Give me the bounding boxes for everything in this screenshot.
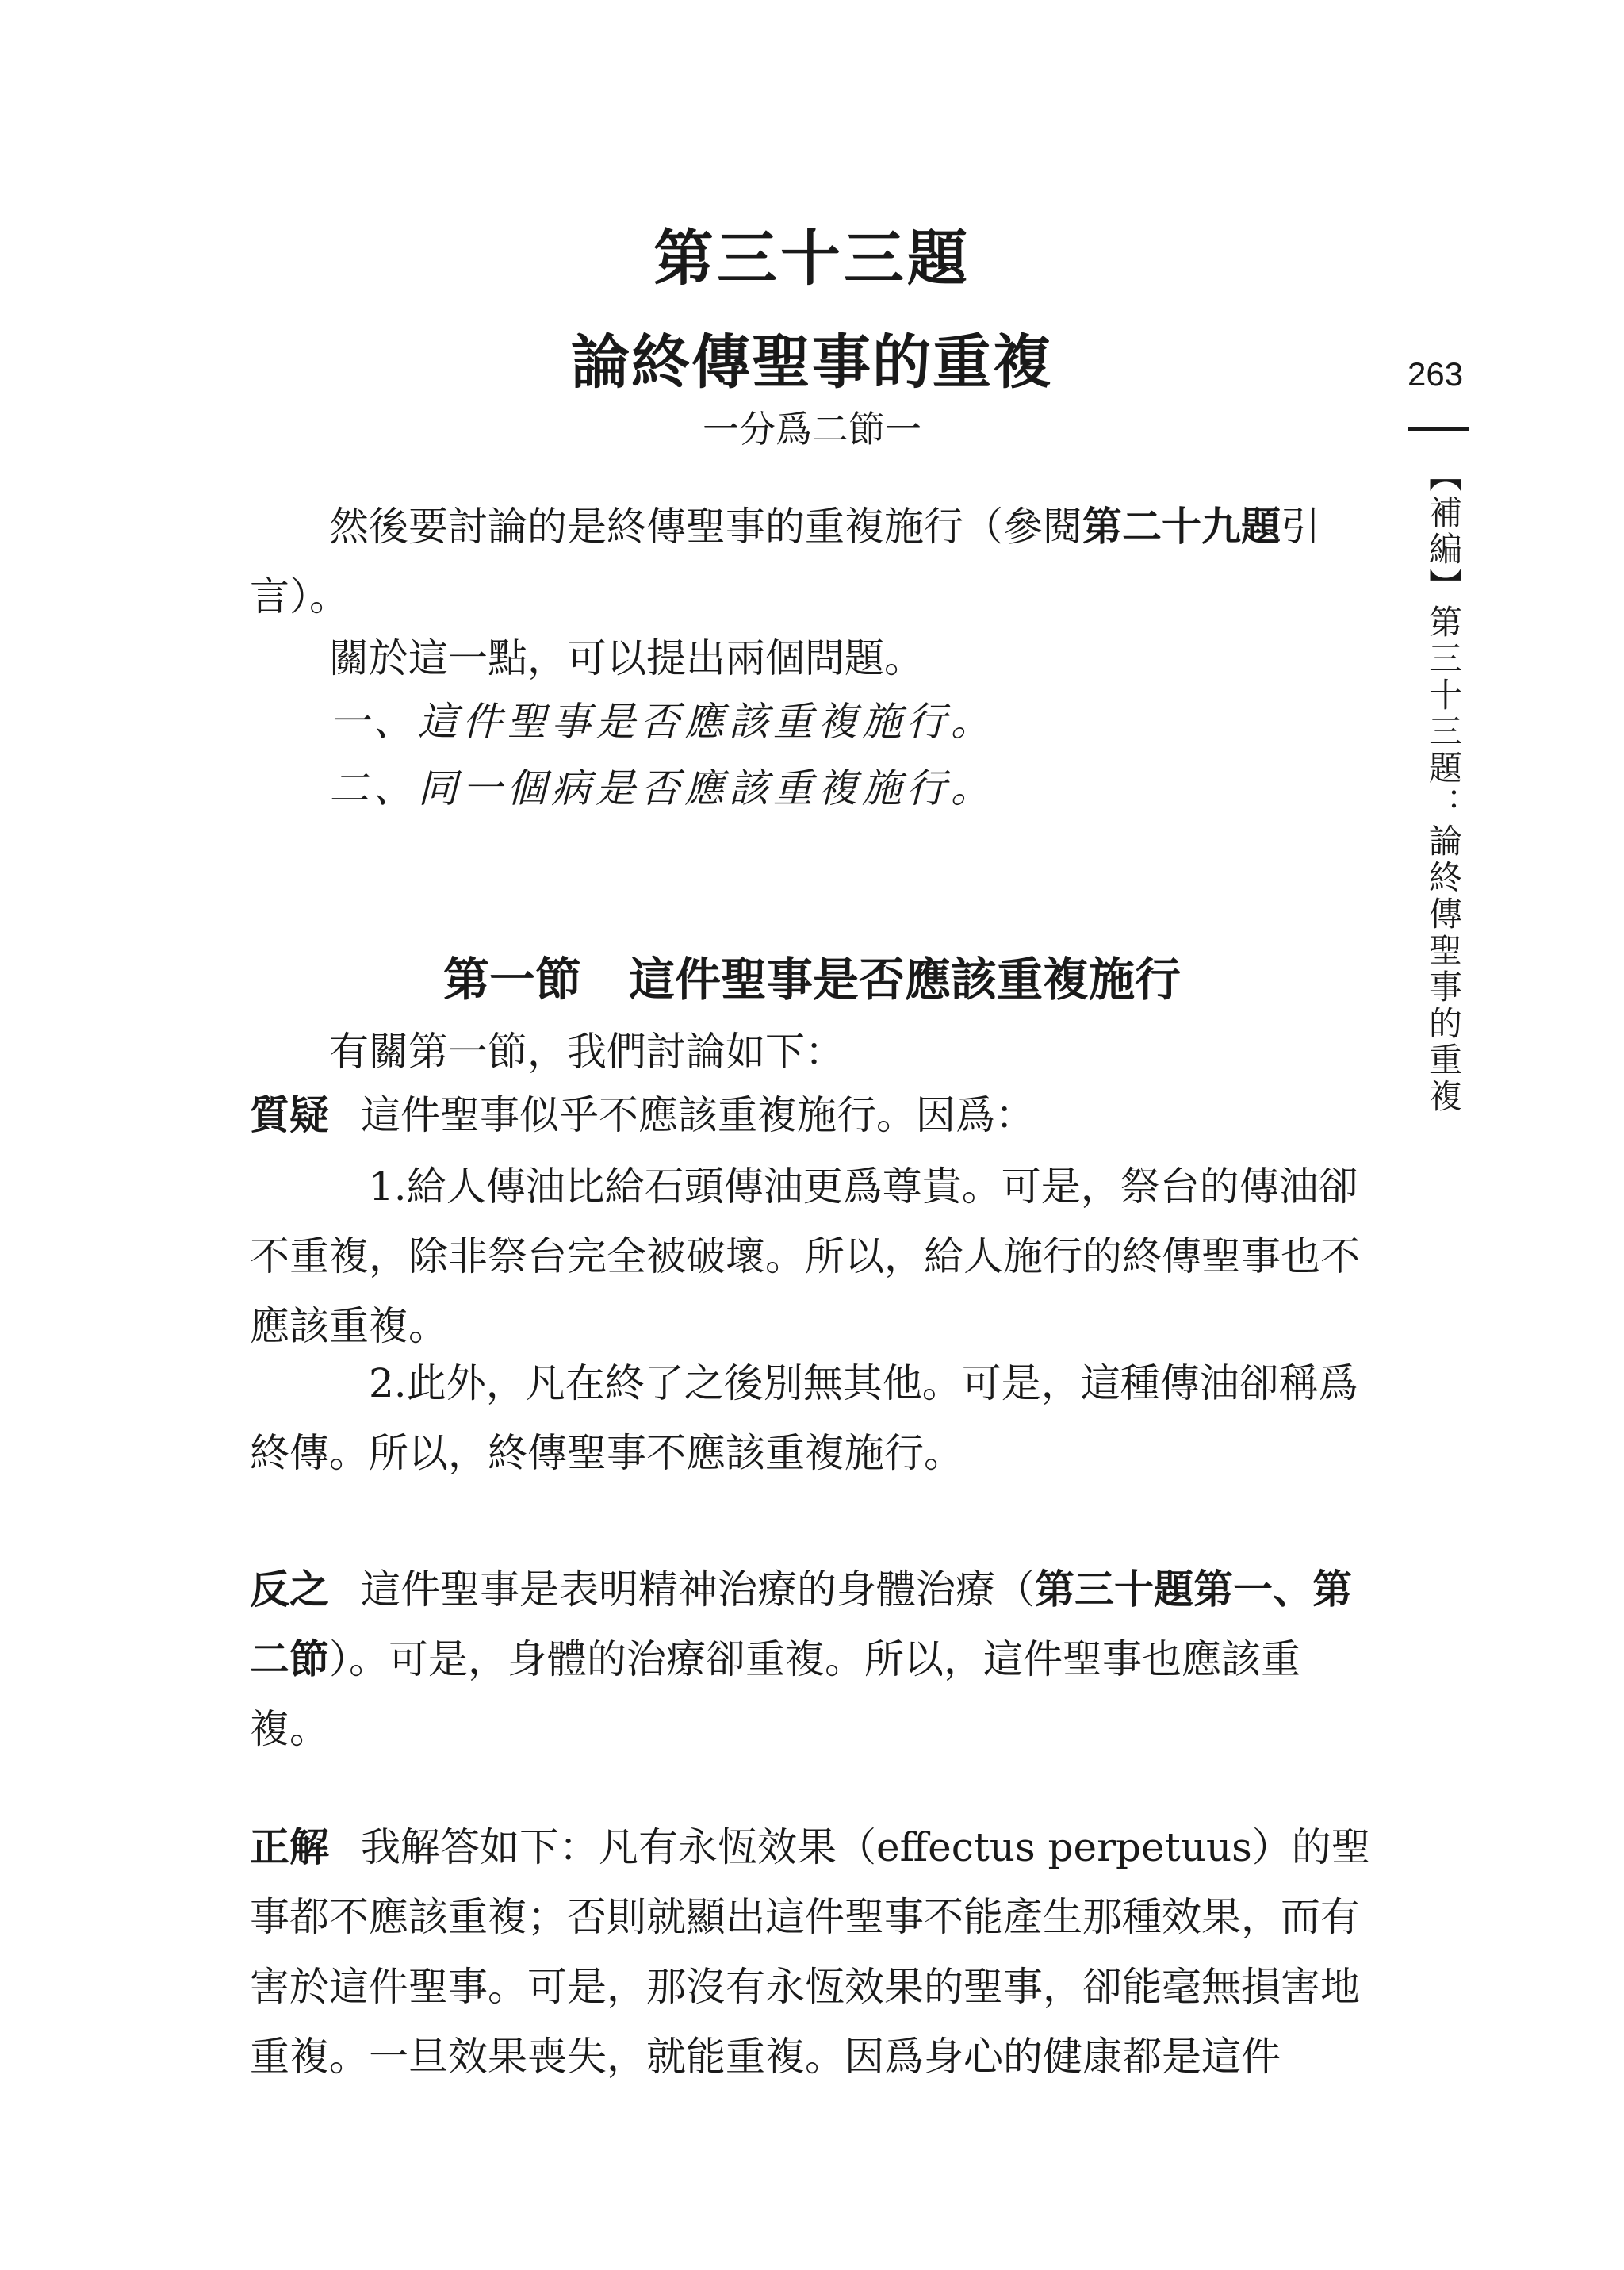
- page-number-rule: [1408, 427, 1469, 431]
- objection-point-1: 1.給人傳油比給石頭傳油更爲尊貴。可是，祭台的傳油卻不重複，除非祭台完全被破壞。所以，給人施行的終傳聖事也不應該重複。: [250, 1164, 1360, 1349]
- answer-text: 我解答如下：凡有永恆效果（effectus perpetuus）的聖事都不應該重複；否則就顯出這件聖事不能產生那種效果，而有害於這件聖事。可是，那沒有永恆效果的聖事，卻能毫無損害地重複。一旦效果喪失，就能重複。因爲身心的健康都是這件: [250, 1824, 1371, 2080]
- sed-contra-label: 反之: [250, 1566, 329, 1612]
- section-heading: [0, 942, 1624, 1009]
- section-label: 第一節: [442, 953, 581, 1007]
- section-intro: 有關第一節，我們討論如下：: [329, 1029, 845, 1075]
- sed-contra-text: 這件聖事是表明精神治療的身體治療（: [361, 1566, 1035, 1612]
- objection-point-2: 2.此外，凡在終了之後別無其他。可是，這種傳油卻稱爲終傳。所以，終傳聖事不應該重複施行。: [250, 1360, 1358, 1476]
- sed-contra-text-end: ）。可是，身體的治療卻重複。所以，這件聖事也應該重複。: [250, 1636, 1300, 1752]
- sed-contra-paragraph: [250, 1555, 1376, 1764]
- question-2: 二、同一個病是否應該重複施行。: [329, 765, 995, 811]
- intro-text: 然後要討論的是終傳聖事的重複施行（參閱: [329, 504, 1082, 550]
- chapter-heading: 第三十三題: [653, 223, 971, 293]
- sed-contra-reference: 第三十題第一、第二節: [250, 1566, 1352, 1682]
- objection-text: 這件聖事似乎不應該重複施行。因爲：: [361, 1092, 1035, 1138]
- running-head: 【補編】第三十三題：論終傳聖事的重複: [1424, 458, 1463, 1115]
- question-1: 一、這件聖事是否應該重複施行。: [329, 699, 995, 745]
- subtitle: 一分爲二節一: [703, 408, 921, 451]
- page-title: 論終傳聖事的重複: [571, 328, 1053, 397]
- page-number: 263: [1408, 355, 1464, 393]
- intro-reference: 第二十九題: [1082, 504, 1281, 550]
- intro-paragraph: [250, 492, 1376, 631]
- section-title: 這件聖事是否應該重複施行: [629, 953, 1182, 1007]
- answer-paragraph: [250, 1812, 1376, 2092]
- objection-label: 質疑: [250, 1092, 329, 1138]
- intro-text-end: 引言）。: [250, 504, 1320, 619]
- answer-label: 正解: [250, 1824, 329, 1870]
- objection-paragraph: [250, 1080, 1376, 1150]
- intro-questions-lead: 關於這一點，可以提出兩個問題。: [329, 635, 924, 681]
